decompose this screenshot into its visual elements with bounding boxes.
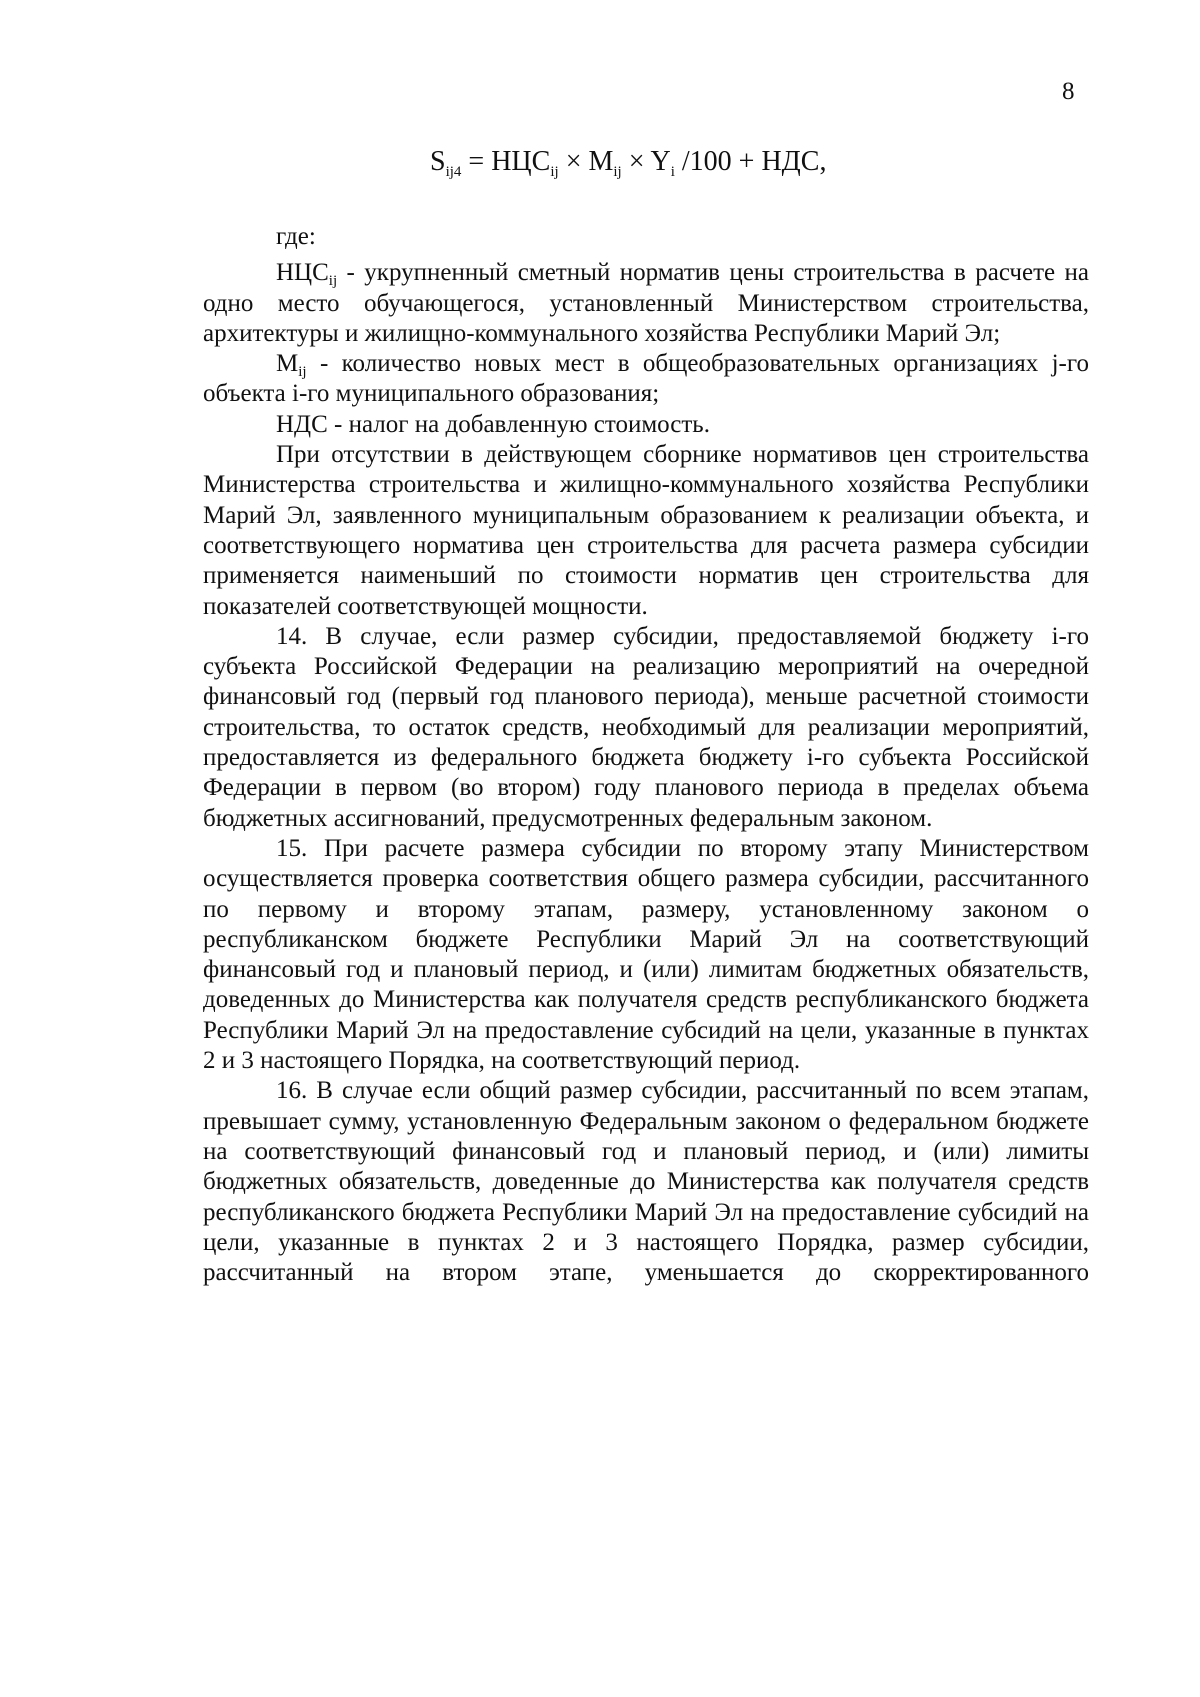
formula-tail: /100 + НДС, bbox=[674, 146, 827, 177]
formula-lhs: S bbox=[430, 146, 446, 177]
formula-term-1: × M bbox=[558, 146, 614, 177]
page-number: 8 bbox=[1062, 78, 1075, 105]
formula-term-2: × Y bbox=[621, 146, 671, 177]
where-label: где: bbox=[276, 223, 316, 250]
formula bbox=[430, 146, 930, 178]
body-text bbox=[203, 222, 1089, 1288]
definition-nds: НДС - налог на добавленную стоимость. bbox=[276, 410, 710, 438]
paragraph-16: 16. В случае если общий размер субсидии, рассчитанный по всем этапам, превышает сумму, установленную Федеральным законом о федеральном бюджете на соответствующий финансовый год и плановый период, и (или) лимиты бюджетных обязательств, доведенные до Министерства как получателя средств республиканского бюджета Республики Марий Эл на предоставление субсидий на цели, указанные в пунктах 2 и 3 настоящего Порядка, размер субсидии, рассчитанный на втором этапе, уменьшается до скорректированного bbox=[203, 1077, 1089, 1287]
formula-subscript-2: ij bbox=[613, 164, 622, 180]
formula-lhs-subscript: ij4 bbox=[445, 164, 462, 180]
formula-subscript-3: i bbox=[670, 164, 675, 180]
definition-m-symbol: M bbox=[276, 350, 299, 378]
paragraph-absence: При отсутствии в действующем сборнике нормативов цен строительства Министерства строительства и жилищно-коммунального хозяйства Республики Марий Эл, заявленного муниципальным образованием к реализации объекта, и соответствующего норматива цен строительства для расчета размера субсидии применяется наименьший по стоимости норматив цен строительства для показателей соответствующей мощности. bbox=[203, 441, 1089, 620]
definition-ncs-symbol: НЦС bbox=[276, 259, 329, 287]
formula-subscript-1: ij bbox=[550, 164, 559, 180]
definition-m bbox=[203, 349, 1089, 410]
definition-ncs-subscript: ij bbox=[328, 273, 338, 290]
paragraph-14: 14. В случае, если размер субсидии, предоставляемой бюджету i-го субъекта Российской Федерации на реализацию мероприятий на очередной финансовый год (первый год планового периода), меньше расчетной стоимости строительства, то остаток средств, необходимый для реализации мероприятий, предоставляется из федерального бюджета бюджету i-го субъекта Российской Федерации в первом (во втором) году планового периода в пределах объема бюджетных ассигнований, предусмотренных федеральным законом. bbox=[203, 622, 1089, 832]
definition-ncs bbox=[203, 258, 1089, 349]
definition-ncs-text: - укрупненный сметный норматив цены строительства в расчете на одно место обучающегося, установленный Министерством строительства, архитектуры и жилищно-коммунального хозяйства Республики Марий Эл; bbox=[203, 259, 1089, 347]
definition-m-text: - количество новых мест в общеобразовательных организациях j-го объекта i-го муниципального образования; bbox=[203, 350, 1089, 408]
definition-m-subscript: ij bbox=[298, 364, 307, 381]
formula-eq: = НЦС bbox=[461, 146, 551, 177]
paragraph-15: 15. При расчете размера субсидии по второму этапу Министерством осуществляется проверка соответствия общего размера субсидии, рассчитанного по первому и второму этапам, размеру, установленному законом о республиканском бюджете Республики Марий Эл на соответствующий финансовый год и плановый период, и (или) лимитам бюджетных обязательств, доведенных до Министерства как получателя средств республиканского бюджета Республики Марий Эл на предоставление субсидий на цели, указанные в пунктах 2 и 3 настоящего Порядка, на соответствующий период. bbox=[203, 834, 1089, 1075]
